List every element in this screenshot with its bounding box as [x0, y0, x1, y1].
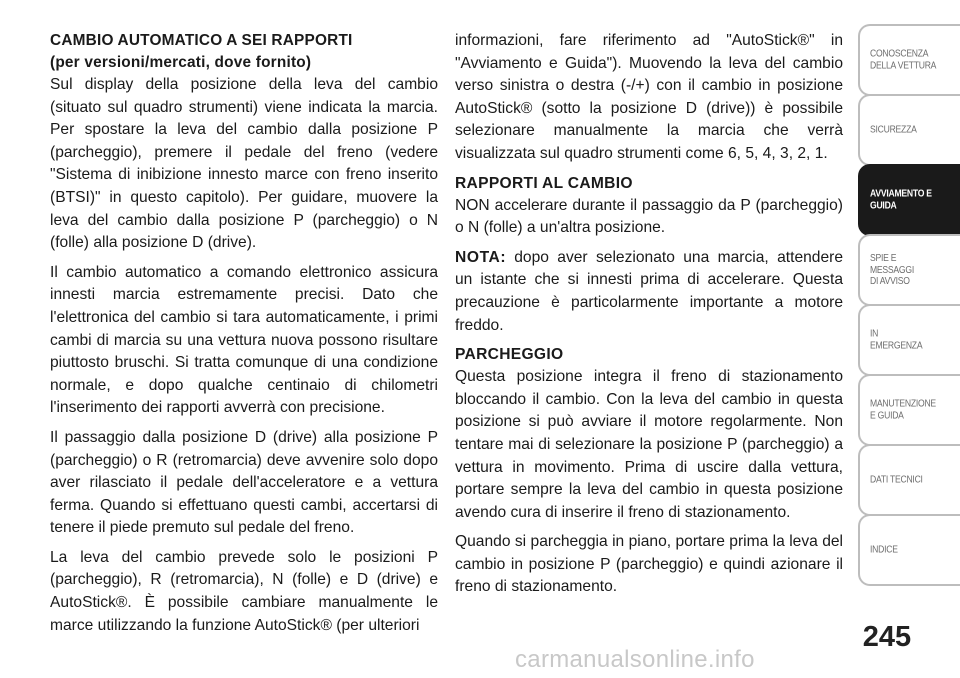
section-heading-parcheggio: PARCHEGGIO [455, 346, 564, 364]
paragraph: informazioni, fare riferimento ad "AutoStick®" in "Avviamento e Guida"). Muovendo la leva del cambio verso sinistra o destra (-/+) con il cambio in posizione AutoStick® (sotto la posizione D (drive)) è possibile selezionare manualmente la marcia che verrà visualizzata sul quadro strumenti come 6, 5, 4, 3, 2, 1. [455, 32, 843, 162]
nota-paragraph [455, 247, 843, 337]
tab-label: CONOSCENZA DELLA VETTURA [870, 47, 937, 71]
paragraph: Quando si parcheggia in piano, portare prima la leva del cambio in posizione P (parcheggio) e quindi azionare il freno di stazionamento. [455, 533, 843, 596]
tab-label: INDICE [870, 543, 898, 556]
paragraph: NON accelerare durante il passaggio da P (parcheggio) o N (folle) a un'altra posizione. [455, 196, 843, 237]
nota-label: NOTA: [455, 248, 507, 266]
tab-label: IN EMERGENZA [870, 327, 923, 351]
tab-label: MANUTENZIONE E GUIDA [870, 397, 936, 421]
tab-label: SPIE E MESSAGGI DI AVVISO [870, 251, 914, 287]
section-subheading: (per versioni/mercati, dove fornito) [50, 54, 312, 71]
nota-text: dopo aver selezionato una marcia, attendere un istante che si innesti prima di accelerare. Questa precauzione è particolarmente importante a motore freddo. [455, 248, 843, 334]
tab-conoscenza[interactable] [858, 24, 960, 96]
chapter-tabs [858, 26, 960, 586]
paragraph: La leva del cambio prevede solo le posizioni P (parcheggio), R (retromarcia), N (folle) e D (drive) e AutoStick®. È possibile cambiare manualmente le marce utilizzando la funzione AutoStick® (per ulteriori [50, 548, 438, 634]
tab-label: AVVIAMENTO E GUIDA [870, 187, 932, 211]
tab-emergenza[interactable] [858, 304, 960, 376]
paragraph: Il cambio automatico a comando elettronico assicura innesti marcia estremamente precisi. Dato che l'elettronica del cambio si tara automaticamente, i primi cambi di marcia su una vettura nuova possono risultare piuttosto bruschi. Si tratta comunque di una condizione normale, e dopo qualche centinaio di chilometri l'inserimento dei rapporti avverrà con precisione. [50, 263, 438, 417]
section-heading-cambio: CAMBIO AUTOMATICO A SEI RAPPORTI [50, 32, 353, 49]
tab-label: DATI TECNICI [870, 473, 923, 486]
right-column [455, 30, 843, 606]
paragraph: Questa posizione integra il freno di stazionamento bloccando il cambio. Con la leva del cambio in questa posizione si può avviare il motore regolarmente. Non tentare mai di selezionare la posizione P (parcheggio) a vettura in movimento. Prima di uscire dalla vettura, portare sempre la leva del cambio in questa posizione avendo cura di inserire il freno di stazionamento. [455, 368, 843, 521]
tab-label: SICUREZZA [870, 123, 917, 136]
tab-dati-tecnici[interactable] [858, 444, 960, 516]
paragraph: Sul display della posizione della leva del cambio (situato sul quadro strumenti) viene indicata la marcia. Per spostare la leva del cambio dalla posizione P (parcheggio), premere il pedale del freno (vedere "Sistema di inibizione innesto marce con freno inserito (BTSI)" in questo capitolo). Per guidare, muovere la leva del cambio dalla posizione P (parcheggio) o N (folle) alla posizione D (drive). [50, 76, 438, 252]
left-column [50, 30, 438, 644]
watermark: carmanualsonline.info [515, 646, 755, 673]
tab-sicurezza[interactable] [858, 94, 960, 166]
section-heading-rapporti: RAPPORTI AL CAMBIO [455, 174, 633, 192]
tab-indice[interactable] [858, 514, 960, 586]
tab-manutenzione[interactable] [858, 374, 960, 446]
paragraph: Il passaggio dalla posizione D (drive) alla posizione P (parcheggio) o R (retromarcia) deve avvenire solo dopo aver rilasciato il pedale dell'acceleratore e a vettura ferma. Quando si effettuano questi cambi, accertarsi di tenere il piede premuto sul pedale del freno. [50, 428, 438, 537]
page-number: 245 [862, 621, 912, 653]
tab-avviamento-guida[interactable] [858, 164, 960, 236]
tab-spie-messaggi[interactable] [858, 234, 960, 306]
